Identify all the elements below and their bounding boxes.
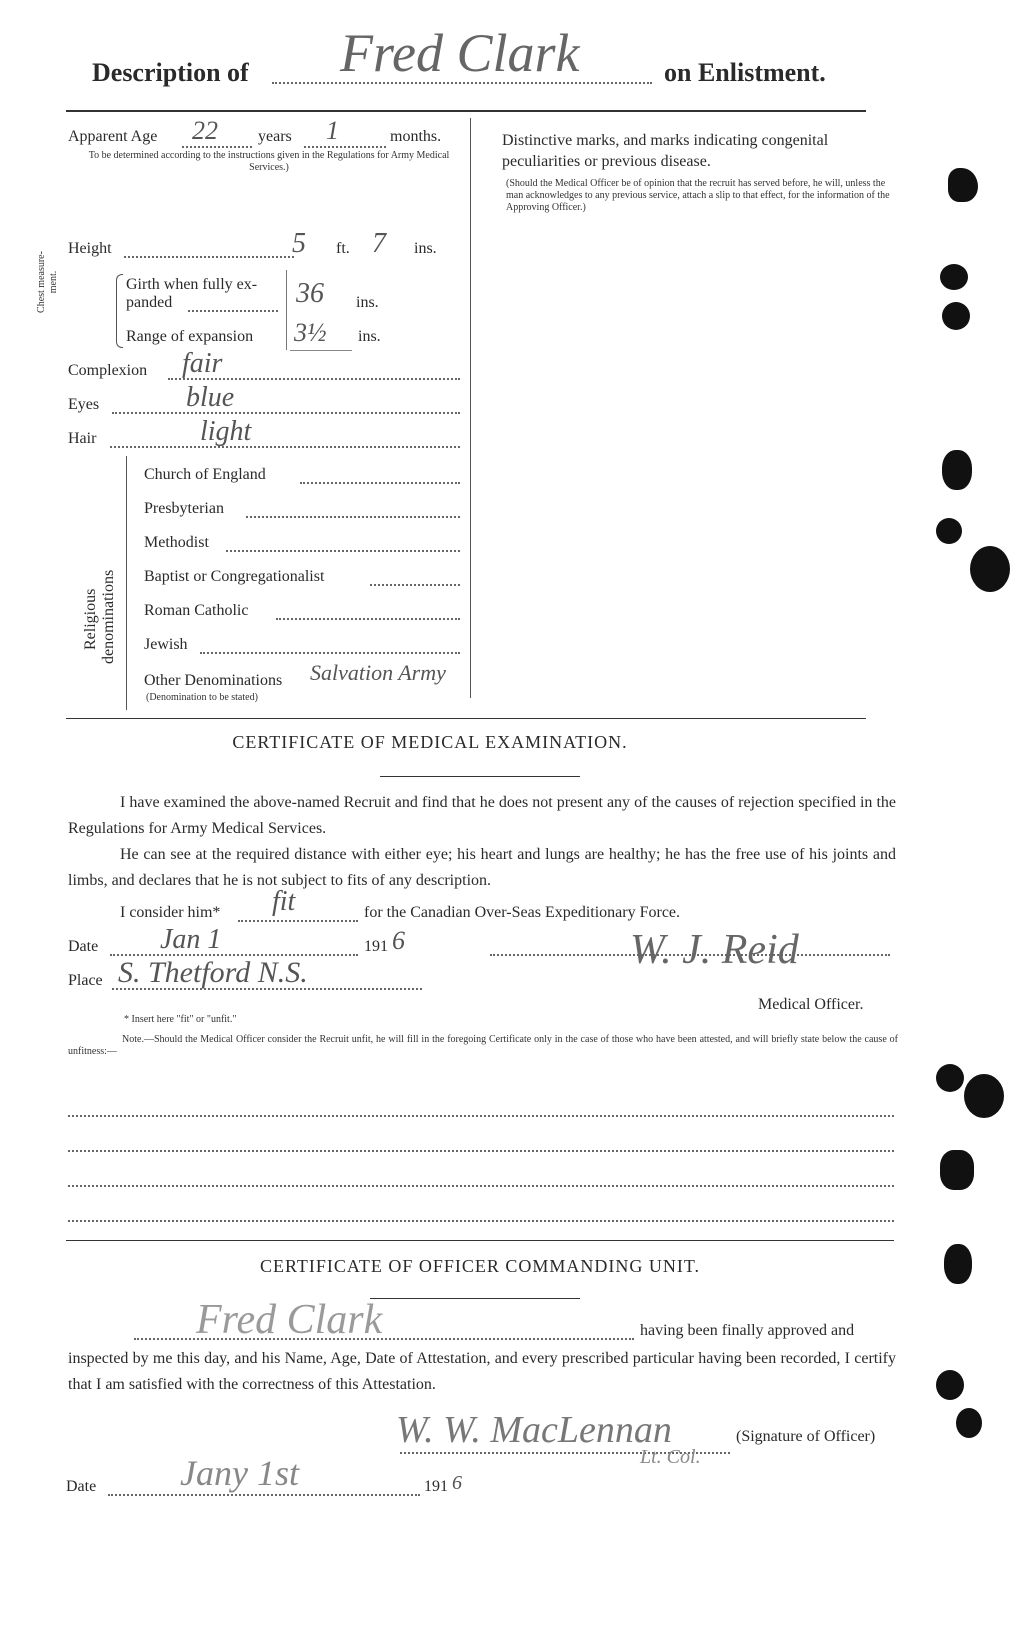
chest-side-label: Chest measure-ment.: [36, 251, 59, 313]
binding-hole-10: [944, 1244, 972, 1284]
age-months-value: 1: [326, 116, 339, 145]
age-years-value: 22: [192, 116, 218, 145]
hair-line: [110, 446, 460, 448]
religion-line-2: [246, 516, 460, 518]
eyes-label: Eyes: [68, 396, 100, 413]
height-label: Height: [68, 240, 112, 257]
commanding-title-underline: [370, 1298, 580, 1299]
religion-methodist: Methodist: [144, 534, 209, 551]
medical-para-2: He can see at the required distance with either eye; his heart and lungs are healthy; he has the free use of his joints and limbs, and declares that he is not subject to fits of any description.: [68, 846, 896, 889]
range-ins-label: ins.: [358, 328, 381, 345]
insert-note: * Insert here "fit" or "unfit.": [124, 1014, 237, 1025]
religion-side-label-1: Religious: [82, 588, 99, 650]
religion-bracket: [126, 456, 127, 710]
place-value: S. Thetford N.S.: [118, 956, 308, 989]
commanding-para: inspected by me this day, and his Name, Age, Date of Attestation, and every prescribed particular having been recorded, I certify that I am satisfied with the correctness of this Attestation.: [68, 1350, 896, 1393]
religion-jewish: Jewish: [144, 636, 188, 653]
chest-bottom-rule: [290, 350, 352, 351]
column-divider: [470, 118, 471, 698]
girth-label-1: Girth when fully ex-: [126, 276, 258, 293]
medical-officer-label: Medical Officer.: [758, 996, 864, 1013]
commanding-date-value: Jany 1st: [180, 1453, 299, 1493]
months-label: months.: [390, 128, 442, 145]
age-months-line: [304, 146, 386, 148]
age-note: To be determined according to the instructions given in the Regulations for Army Medical Services.): [88, 150, 450, 173]
header-name-handwritten: Fred Clark: [340, 23, 580, 83]
eyes-line: [112, 412, 460, 414]
range-label: Range of expansion: [126, 328, 254, 345]
unfitness-line-3: [68, 1185, 894, 1187]
binding-hole-5: [936, 518, 962, 544]
place-label: Place: [68, 972, 103, 989]
height-feet-value: 5: [292, 228, 306, 259]
religion-line-6: [200, 652, 460, 654]
height-inches-value: 7: [372, 228, 386, 259]
consider-prefix: I consider him*: [120, 904, 221, 921]
signature-of-officer-label: (Signature of Officer): [736, 1428, 876, 1445]
commanding-date-line: [108, 1494, 420, 1496]
unfitness-line-1: [68, 1115, 894, 1117]
height-ins-label: ins.: [414, 240, 437, 257]
range-value: 3½: [294, 318, 327, 347]
top-rule: [66, 110, 866, 112]
girth-label-2: panded: [126, 294, 173, 311]
eyes-value: blue: [186, 382, 235, 413]
medical-title-underline: [380, 776, 580, 777]
binding-hole-1: [948, 168, 978, 202]
binding-hole-2: [940, 264, 968, 290]
header-suffix: on Enlistment.: [664, 58, 826, 87]
chest-brace: [116, 274, 123, 348]
commanding-date-label: Date: [66, 1478, 97, 1495]
distinctive-marks-note: (Should the Medical Officer be of opinion that the recruit has served before, he will, unless the man acknowledges to any previous service, attach a slip to that effect, for the information of the Approving Officer.): [506, 178, 890, 213]
complexion-label: Complexion: [68, 362, 148, 379]
binding-hole-11: [936, 1370, 964, 1400]
hair-label: Hair: [68, 430, 97, 447]
binding-hole-12: [956, 1408, 982, 1438]
section-rule-1: [66, 718, 866, 719]
complexion-value: fair: [182, 348, 223, 379]
medical-date-label: Date: [68, 938, 99, 955]
commanding-year-prefix: 191: [424, 1478, 448, 1495]
approved-suffix: having been finally approved and: [640, 1322, 855, 1339]
religion-church-of-england: Church of England: [144, 466, 266, 483]
commanding-name-value: Fred Clark: [196, 1297, 383, 1343]
religion-presbyterian: Presbyterian: [144, 500, 224, 517]
girth-ins-label: ins.: [356, 294, 379, 311]
commanding-year-value: 6: [452, 1472, 462, 1494]
chest-value-divider: [286, 270, 287, 350]
commanding-signature-sub: Lt. Col.: [640, 1446, 701, 1468]
religion-other-note: (Denomination to be stated): [146, 692, 258, 703]
commanding-signature: W. W. MacLennan: [396, 1409, 672, 1451]
unfitness-note: Note.—Should the Medical Officer consider the Recruit unfit, he will fill in the foregoing Certificate only in the case of those who have been attested, and will briefly state below the cause of unfitness:—: [68, 1034, 898, 1057]
religion-baptist: Baptist or Congregationalist: [144, 568, 325, 585]
religion-roman-catholic: Roman Catholic: [144, 602, 249, 619]
girth-value: 36: [296, 278, 324, 309]
religion-line-3: [226, 550, 460, 552]
distinctive-marks-title: Distinctive marks, and marks indicating congenital peculiarities or previous disease.: [502, 132, 829, 170]
religion-line-4: [370, 584, 460, 586]
height-ft-label: ft.: [336, 240, 350, 257]
height-line: [124, 256, 294, 258]
medical-year-value: 6: [392, 926, 405, 955]
section-rule-2: [66, 1240, 894, 1241]
binding-hole-9: [940, 1150, 974, 1190]
medical-date-value: Jan 1: [160, 924, 222, 955]
medical-year-prefix: 191: [364, 938, 388, 955]
medical-para-1: I have examined the above-named Recruit and find that he does not present any of the causes of rejection specified in the Regulations for Army Medical Services.: [68, 794, 896, 837]
medical-officer-signature: W. J. Reid: [630, 927, 799, 973]
binding-hole-6: [970, 546, 1010, 592]
age-years-line: [182, 146, 252, 148]
consider-value: fit: [272, 886, 296, 917]
apparent-age-label: Apparent Age: [68, 128, 158, 145]
years-label: years: [258, 128, 292, 145]
religion-line-5: [276, 618, 460, 620]
medical-certificate-title: CERTIFICATE OF MEDICAL EXAMINATION.: [232, 732, 628, 752]
religion-line-1: [300, 482, 460, 484]
girth-line: [188, 310, 278, 312]
hair-value: light: [200, 416, 252, 447]
unfitness-line-4: [68, 1220, 894, 1222]
binding-hole-4: [942, 450, 972, 490]
unfitness-line-2: [68, 1150, 894, 1152]
header-prefix: Description of: [92, 58, 249, 87]
commanding-certificate-title: CERTIFICATE OF OFFICER COMMANDING UNIT.: [259, 1256, 701, 1276]
religion-other-value: Salvation Army: [310, 660, 446, 685]
binding-hole-7: [936, 1064, 964, 1092]
consider-line: [238, 920, 358, 922]
religion-side-label-2: denominations: [100, 569, 117, 664]
consider-suffix: for the Canadian Over-Seas Expeditionary Force.: [364, 904, 681, 921]
binding-hole-3: [942, 302, 970, 330]
binding-hole-8: [964, 1074, 1004, 1118]
religion-other: Other Denominations: [144, 672, 283, 689]
